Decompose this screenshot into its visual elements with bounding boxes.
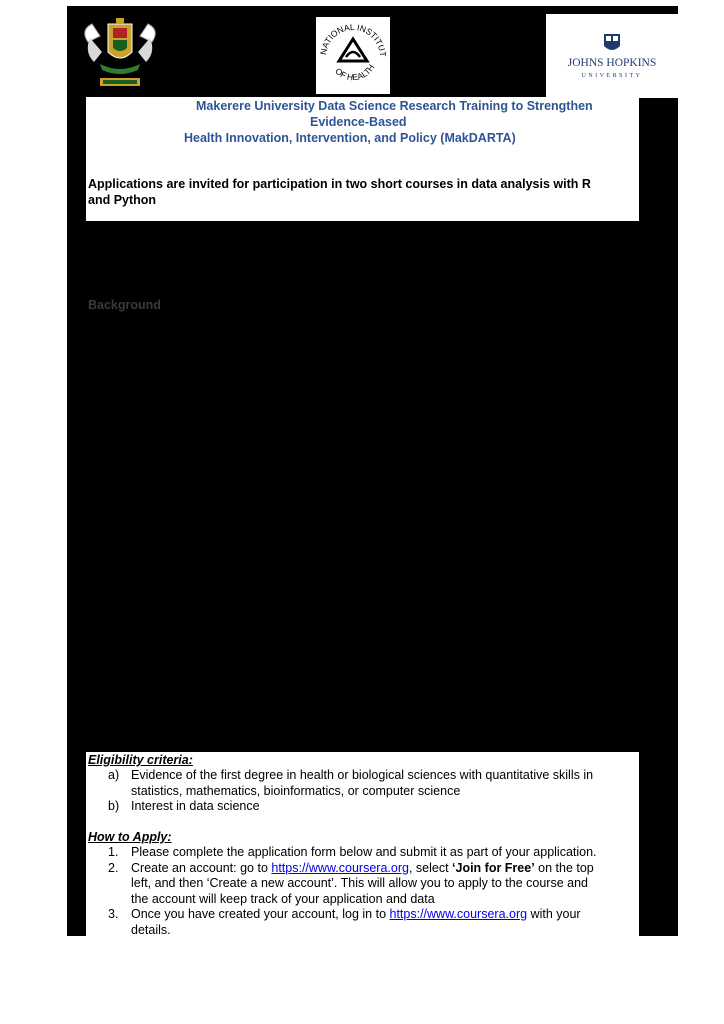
- nih-seal-icon: [316, 17, 390, 94]
- apply-step-2-post: on the top: [534, 860, 594, 875]
- how-to-apply-list: [108, 845, 636, 938]
- nih-seal-logo: [316, 17, 390, 94]
- list-marker: 2.: [108, 860, 119, 875]
- eligibility-title: Eligibility criteria:: [88, 753, 193, 767]
- title-line-2: Evidence-Based: [310, 115, 407, 129]
- list-marker: a): [108, 768, 120, 782]
- background-heading: Background: [88, 298, 161, 312]
- coursera-link[interactable]: https://www.coursera.org: [389, 907, 528, 921]
- list-item: [108, 799, 636, 815]
- list-item: [108, 907, 636, 938]
- apply-step-3-line-2: details.: [131, 922, 171, 937]
- intro-line-1: Applications are invited for participation in two short courses in data analysis with R: [88, 177, 591, 191]
- jhu-shield-icon: [546, 14, 678, 98]
- list-marker: b): [108, 799, 120, 813]
- coursera-link[interactable]: https://www.coursera.org: [271, 860, 409, 875]
- list-marker: 1.: [108, 845, 119, 859]
- list-marker: 3.: [108, 907, 119, 921]
- how-to-apply-title: How to Apply:: [88, 830, 172, 844]
- eligibility-list: [108, 768, 636, 815]
- eligibility-item-a-line-1: Evidence of the first degree in health or biological sciences with quantitative skills in: [131, 768, 594, 782]
- join-for-free-text: ‘Join for Free’: [452, 860, 535, 875]
- apply-step-2-mid: , select: [408, 860, 453, 875]
- apply-step-3-post: with your: [527, 907, 581, 921]
- eligibility-item-b: Interest in data science: [131, 799, 260, 813]
- list-item: [108, 861, 636, 908]
- apply-step-3-pre: Once you have created your account, log in to: [131, 907, 390, 921]
- apply-step-2-line-2: left, and then ‘Create a new account’. This will allow you to apply to the course and: [131, 876, 588, 890]
- list-item: [108, 768, 636, 799]
- apply-step-1: Please complete the application form below and submit it as part of your application.: [131, 845, 597, 859]
- intro-line-2: and Python: [88, 193, 157, 207]
- intro-paragraph: [88, 176, 636, 208]
- eligibility-item-a-line-2: statistics, mathematics, bioinformatics, or computer science: [131, 783, 461, 798]
- jhu-name-text: JOHNS HOPKINS: [567, 57, 657, 69]
- title-line-3: Health Innovation, Intervention, and Policy (MakDARTA): [184, 131, 516, 145]
- svg-text:NATIONAL INSTITUTES: NATIONAL INSTITUT: [318, 21, 389, 58]
- johns-hopkins-logo: [546, 14, 678, 98]
- apply-step-2-pre: Create an account: go to: [131, 860, 272, 875]
- crest-icon: [70, 12, 170, 92]
- title-line-1: Makerere University Data Science Research Training to Strengthen: [196, 99, 593, 113]
- apply-step-2-line-3: the account will keep track of your application and data: [131, 891, 435, 906]
- makerere-crest-logo: [70, 12, 170, 92]
- svg-text:OF HEALTH: OF HEALTH: [333, 62, 377, 83]
- jhu-sub-text: UNIVERSITY: [581, 73, 643, 79]
- list-item: [108, 845, 636, 861]
